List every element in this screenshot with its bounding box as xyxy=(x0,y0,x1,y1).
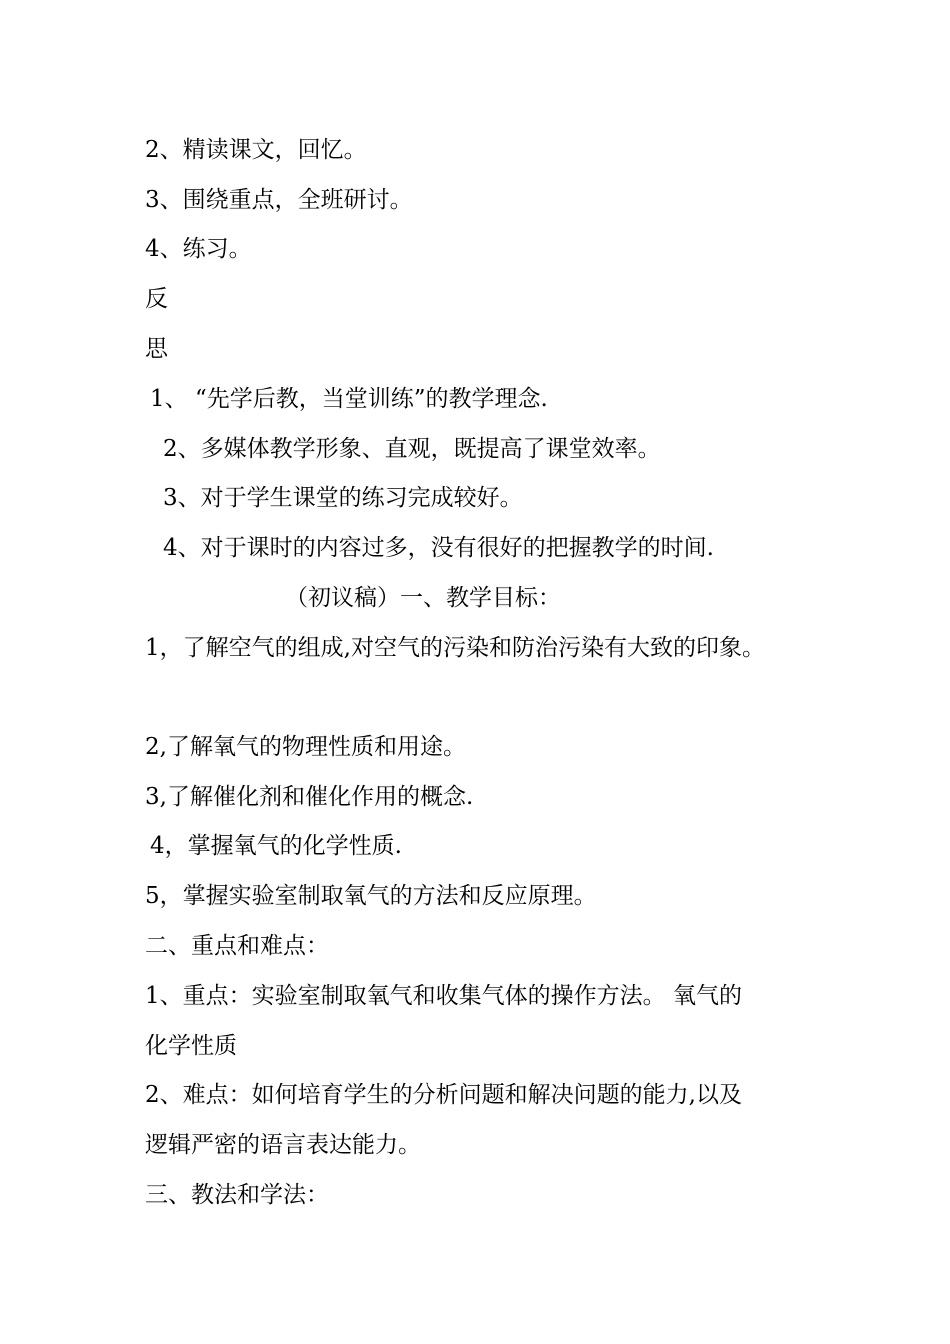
section-heading: 三、教法和学法： xyxy=(145,1182,329,1208)
text-line: 3、对于学生课堂的练习完成较好。 xyxy=(163,485,523,511)
text-line: 3、围绕重点，全班研讨。 xyxy=(145,187,413,213)
text-line: 4、练习。 xyxy=(145,236,252,262)
text-line: 5，掌握实验室制取氧气的方法和反应原理。 xyxy=(145,883,597,909)
text-line: 4，掌握氧气的化学性质. xyxy=(150,833,402,859)
text-line: 思 xyxy=(145,336,168,362)
text-line: 1，了解空气的组成,对空气的污染和防治污染有大致的印象。 xyxy=(145,635,765,661)
text-line: 2、难点：如何培育学生的分析问题和解决问题的能力,以及 xyxy=(145,1082,742,1108)
section-heading: （初议稿）一、教学目标： xyxy=(285,585,561,611)
text-line: 1、 “先学后教，当堂训练”的教学理念. xyxy=(150,386,548,412)
text-line: 3,了解催化剂和催化作用的概念. xyxy=(145,784,474,810)
text-line: 4、对于课时的内容过多，没有很好的把握教学的时间. xyxy=(163,535,714,561)
text-line: 反 xyxy=(145,286,168,312)
text-line: 1、重点：实验室制取氧气和收集气体的操作方法。 氧气的 xyxy=(145,983,742,1009)
text-line: 2,了解氧气的物理性质和用途。 xyxy=(145,734,466,760)
text-line: 逻辑严密的语言表达能力。 xyxy=(145,1132,421,1158)
text-line: 化学性质 xyxy=(145,1033,237,1059)
text-line: 2、多媒体教学形象、直观，既提高了课堂效率。 xyxy=(163,436,661,462)
section-heading: 二、重点和难点： xyxy=(145,933,329,959)
text-line: 2、精读课文，回忆。 xyxy=(145,137,367,163)
